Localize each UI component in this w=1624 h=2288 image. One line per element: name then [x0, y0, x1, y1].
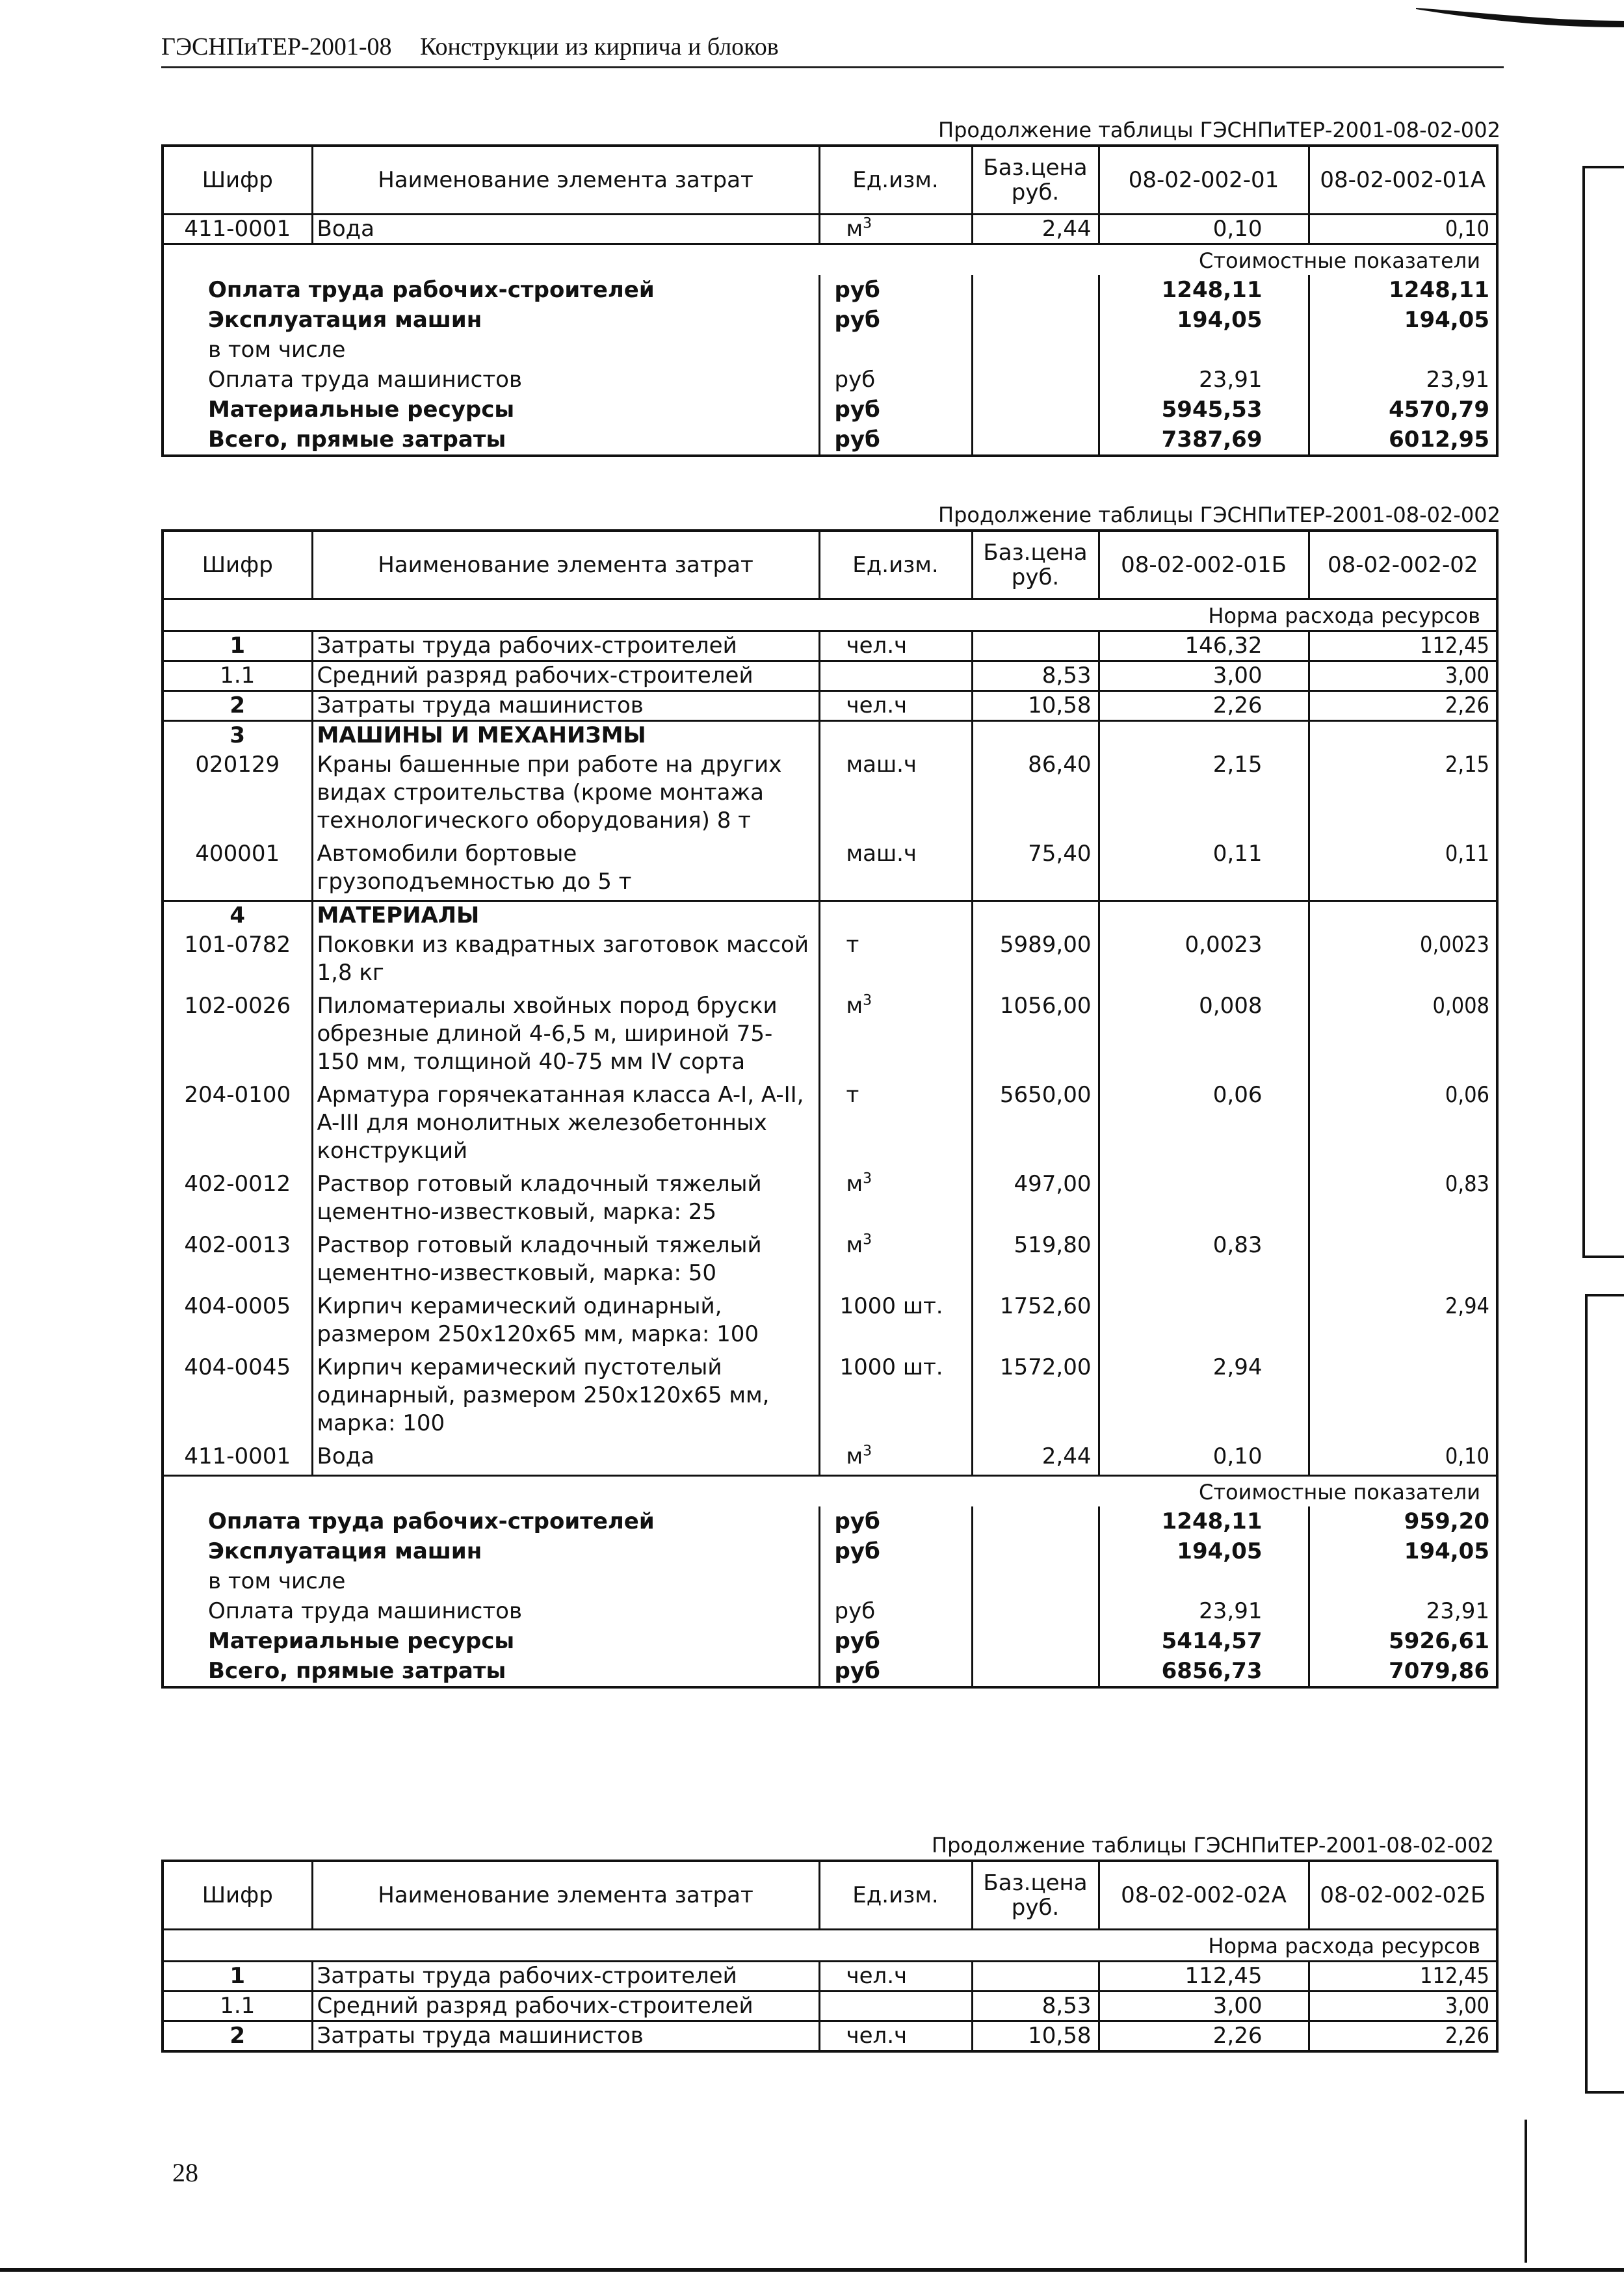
cost-unit: руб — [819, 305, 972, 335]
row-name: МАШИНЫ И МЕХАНИЗМЫ — [312, 721, 819, 750]
row-value-col5: 3,00 — [1099, 1992, 1309, 2021]
cost-row — [163, 275, 1497, 305]
cost-label: Оплата труда рабочих-строителей — [163, 275, 819, 305]
col-unit-header: Ед.изм. — [819, 146, 972, 215]
row-value-col6 — [1309, 721, 1497, 750]
row-code: 3 — [163, 721, 312, 750]
cost-row — [163, 1506, 1497, 1536]
row-unit: $м^3$ — [819, 1441, 972, 1476]
cost-value-col5: 23,91 — [1099, 365, 1309, 395]
row-value-col6: 0,0023 — [1420, 932, 1489, 958]
cost-unit: руб — [819, 275, 972, 305]
row-value-col5: 2,26 — [1099, 691, 1309, 721]
row-code: 402-0012 — [163, 1169, 312, 1230]
row-price — [972, 1962, 1099, 1992]
table-row — [163, 661, 1497, 691]
row-price: 8,53 — [972, 1992, 1099, 2021]
col-price-header: Баз.цена руб. — [972, 1861, 1099, 1930]
row-price: 8,53 — [972, 661, 1099, 691]
row-value-col5: 0,11 — [1099, 839, 1309, 901]
cost-empty-cell — [972, 365, 1099, 395]
col-unit-header: Ед.изм. — [819, 1861, 972, 1930]
cost-value-col6: 5926,61 — [1389, 1628, 1489, 1654]
row-value-col5: 2,26 — [1099, 2021, 1309, 2052]
cost-row — [163, 395, 1497, 425]
col-unit-header: Ед.изм. — [819, 531, 972, 599]
cost-row — [163, 335, 1497, 365]
scan-mark-decoration — [1409, 1, 1624, 35]
cost-empty-cell — [972, 275, 1099, 305]
cost-empty-cell — [972, 1506, 1099, 1536]
cost-empty-cell — [972, 1596, 1099, 1626]
row-name: Автомобили бортовые грузоподъемностью до 5 т — [312, 839, 819, 901]
row-name: МАТЕРИАЛЫ — [312, 901, 819, 930]
row-value-col5: 2,94 — [1099, 1352, 1309, 1441]
row-unit: $м^3$ — [819, 1169, 972, 1230]
row-price: 86,40 — [972, 750, 1099, 839]
cost-empty-cell — [972, 395, 1099, 425]
table2-caption: Продолжение таблицы ГЭСНПиТЕР-2001-08-02-002 — [938, 503, 1500, 527]
section-header-row — [163, 599, 1497, 631]
row-value-col5 — [1099, 721, 1309, 750]
table-row — [163, 1169, 1497, 1230]
cost-label: Всего, прямые затраты — [163, 1656, 819, 1687]
col-name-header: Наименование элемента затрат — [312, 531, 819, 599]
row-value-col6: 0,11 — [1445, 841, 1489, 867]
col5-header: 08-02-002-02А — [1099, 1861, 1309, 1930]
cost-empty-cell — [972, 1536, 1099, 1566]
table2-header-row — [163, 531, 1497, 599]
row-code: 1 — [163, 1962, 312, 1992]
row-code: 400001 — [163, 839, 312, 901]
cost-unit — [819, 335, 972, 365]
right-edge-mark — [1585, 1294, 1588, 2094]
row-value-col5: 0,008 — [1099, 991, 1309, 1080]
row-unit: чел.ч — [819, 691, 972, 721]
row-price: 5650,00 — [972, 1080, 1099, 1169]
cost-value-col5: 194,05 — [1099, 1536, 1309, 1566]
cost-value-col5: 23,91 — [1099, 1596, 1309, 1626]
row-code: 2 — [163, 691, 312, 721]
row-value-col6: 2,26 — [1309, 691, 1497, 721]
row-code: 2 — [163, 2021, 312, 2052]
table-row — [163, 930, 1497, 991]
cost-row — [163, 1626, 1497, 1656]
row-name: Вода — [312, 1441, 819, 1476]
row-value-col6: 2,26 — [1309, 2021, 1497, 2052]
cost-row — [163, 1566, 1497, 1596]
row-price: 1572,00 — [972, 1352, 1099, 1441]
row-unit — [819, 721, 972, 750]
cost-value-col6: 1248,11 — [1389, 277, 1489, 303]
cost-empty-cell — [972, 335, 1099, 365]
cost-row — [163, 1536, 1497, 1566]
table1 — [161, 144, 1499, 457]
row-code: 1.1 — [163, 661, 312, 691]
cost-value-col5 — [1099, 335, 1309, 365]
row-unit: 1000 шт. — [819, 1352, 972, 1441]
col6-header: 08-02-002-02 — [1309, 531, 1497, 599]
row-name: Раствор готовый кладочный тяжелый цементно-известковый, марка: 25 — [312, 1169, 819, 1230]
row-code: 411-0001 — [163, 215, 312, 244]
cost-value-col5: 6856,73 — [1099, 1656, 1309, 1687]
row-price — [972, 901, 1099, 930]
cost-value-col6: 194,05 — [1404, 1538, 1489, 1564]
row-name: Средний разряд рабочих-строителей — [312, 1992, 819, 2021]
cost-label: Оплата труда рабочих-строителей — [163, 1506, 819, 1536]
table-row — [163, 1080, 1497, 1169]
row-price: 2,44 — [972, 215, 1099, 244]
col-price-header: Баз.цена руб. — [972, 531, 1099, 599]
cost-value-col5 — [1099, 1566, 1309, 1596]
cost-unit: руб — [819, 1506, 972, 1536]
col-code-header: Шифр — [163, 146, 312, 215]
right-edge-mark — [1585, 2091, 1624, 2094]
col-code-header: Шифр — [163, 1861, 312, 1930]
col-name-header: Наименование элемента затрат — [312, 146, 819, 215]
row-value-col5: 0,06 — [1099, 1080, 1309, 1169]
row-value-col6: 112,45 — [1309, 631, 1497, 661]
cost-value-col5: 7387,69 — [1099, 425, 1309, 456]
cost-value-col6 — [1309, 335, 1497, 365]
cost-unit: руб — [819, 1656, 972, 1687]
cost-empty-cell — [972, 305, 1099, 335]
row-value-col6: 2,15 — [1445, 752, 1489, 778]
row-name: Средний разряд рабочих-строителей — [312, 661, 819, 691]
row-value-col5: 0,10 — [1099, 215, 1309, 244]
row-price — [972, 721, 1099, 750]
row-unit — [819, 901, 972, 930]
row-value-col6: 0,10 — [1445, 1443, 1489, 1469]
row-value-col6: 3,00 — [1309, 661, 1497, 691]
cost-row — [163, 1656, 1497, 1687]
cost-unit: руб — [819, 425, 972, 456]
row-price: 10,58 — [972, 2021, 1099, 2052]
cost-row — [163, 305, 1497, 335]
row-code: 204-0100 — [163, 1080, 312, 1169]
section-header-row — [163, 1930, 1497, 1962]
row-value-col5: 112,45 — [1099, 1962, 1309, 1992]
document-code: ГЭСНПиТЕР-2001-08 — [161, 33, 392, 60]
cost-empty-cell — [972, 1566, 1099, 1596]
cost-value-col6: 23,91 — [1426, 1598, 1489, 1624]
row-value-col5: 2,15 — [1099, 750, 1309, 839]
cost-value-col5: 1248,11 — [1099, 1506, 1309, 1536]
row-name: Кирпич керамический одинарный, размером 250x120x65 мм, марка: 100 — [312, 1291, 819, 1352]
row-price: 519,80 — [972, 1230, 1099, 1291]
row-unit: т — [819, 930, 972, 991]
cost-value-col6: 23,91 — [1426, 367, 1489, 393]
row-value-col6: 2,94 — [1445, 1293, 1489, 1319]
row-price: 1752,60 — [972, 1291, 1099, 1352]
row-price: 10,58 — [972, 691, 1099, 721]
cost-label: Оплата труда машинистов — [163, 1596, 819, 1626]
table-row — [163, 2021, 1497, 2052]
row-unit: чел.ч — [819, 631, 972, 661]
table-row — [163, 1352, 1497, 1441]
section-header-row — [163, 244, 1497, 276]
cost-label: Всего, прямые затраты — [163, 425, 819, 456]
row-price: 2,44 — [972, 1441, 1099, 1476]
table-row — [163, 750, 1497, 839]
table1-caption: Продолжение таблицы ГЭСНПиТЕР-2001-08-02-002 — [938, 118, 1500, 142]
row-unit: т — [819, 1080, 972, 1169]
right-edge-mark — [1585, 1294, 1624, 1296]
row-code: 101-0782 — [163, 930, 312, 991]
row-name: Затраты труда машинистов — [312, 2021, 819, 2052]
row-unit — [819, 661, 972, 691]
row-name: Поковки из квадратных заготовок массой 1,8 кг — [312, 930, 819, 991]
right-edge-mark — [1525, 2120, 1527, 2263]
row-name: Краны башенные при работе на других видах строительства (кроме монтажа технологического оборудования) 8 т — [312, 750, 819, 839]
section-label: Норма расхода ресурсов — [163, 599, 1497, 631]
row-unit — [819, 1992, 972, 2021]
document-title: Конструкции из кирпича и блоков — [420, 33, 779, 60]
cost-empty-cell — [972, 1626, 1099, 1656]
col-code-header: Шифр — [163, 531, 312, 599]
table-row — [163, 1992, 1497, 2021]
col-name-header: Наименование элемента затрат — [312, 1861, 819, 1930]
row-value-col5: 0,10 — [1099, 1441, 1309, 1476]
section-label: Стоимостные показатели — [163, 244, 1497, 276]
cost-value-col6: 6012,95 — [1389, 427, 1489, 453]
col6-header: 08-02-002-02Б — [1309, 1861, 1497, 1930]
table-row — [163, 721, 1497, 750]
cost-label: в том числе — [163, 335, 819, 365]
page-header — [161, 33, 1504, 68]
right-edge-mark — [1582, 166, 1585, 1258]
row-value-col6: 3,00 — [1309, 1992, 1497, 2021]
row-code: 4 — [163, 901, 312, 930]
row-unit: $м^3$ — [819, 991, 972, 1080]
row-value-col5: 0,0023 — [1099, 930, 1309, 991]
table-row — [163, 215, 1497, 244]
col5-header: 08-02-002-01 — [1099, 146, 1309, 215]
row-price: 75,40 — [972, 839, 1099, 901]
cost-row — [163, 1596, 1497, 1626]
table-row — [163, 1962, 1497, 1992]
table-row — [163, 1291, 1497, 1352]
row-code: 411-0001 — [163, 1441, 312, 1476]
table-row — [163, 631, 1497, 661]
row-name: Пиломатериалы хвойных пород бруски обрезные длиной 4-6,5 м, шириной 75-150 мм, толщиной 40-75 мм IV сорта — [312, 991, 819, 1080]
cost-value-col5: 194,05 — [1099, 305, 1309, 335]
row-value-col6: 0,83 — [1445, 1171, 1489, 1197]
cost-unit: руб — [819, 1596, 972, 1626]
row-price: 5989,00 — [972, 930, 1099, 991]
table3-caption: Продолжение таблицы ГЭСНПиТЕР-2001-08-02-002 — [932, 1833, 1494, 1858]
cost-empty-cell — [972, 425, 1099, 456]
row-unit: 1000 шт. — [819, 1291, 972, 1352]
row-code: 402-0013 — [163, 1230, 312, 1291]
row-value-col5: 3,00 — [1099, 661, 1309, 691]
cost-empty-cell — [972, 1656, 1099, 1687]
cost-unit: руб — [819, 1626, 972, 1656]
cost-label: Оплата труда машинистов — [163, 365, 819, 395]
cost-value-col6: 959,20 — [1404, 1508, 1489, 1534]
row-value-col6: 0,008 — [1432, 993, 1489, 1019]
row-price — [972, 631, 1099, 661]
right-edge-mark — [1582, 1256, 1624, 1258]
row-value-col6: 112,45 — [1309, 1962, 1497, 1992]
row-name: Вода — [312, 215, 819, 244]
row-code: 1 — [163, 631, 312, 661]
cost-value-col6: 7079,86 — [1389, 1658, 1489, 1684]
row-value-col6 — [1309, 1352, 1497, 1441]
row-value-col6 — [1309, 1230, 1497, 1291]
row-unit: $м^3$ — [819, 215, 972, 244]
cost-value-col5: 5945,53 — [1099, 395, 1309, 425]
row-name: Арматура горячекатанная класса A-I, A-II, A-III для монолитных железобетонных конструкций — [312, 1080, 819, 1169]
row-code: 102-0026 — [163, 991, 312, 1080]
cost-unit: руб — [819, 365, 972, 395]
table3 — [161, 1860, 1499, 2053]
section-header-row — [163, 1476, 1497, 1507]
section-label: Стоимостные показатели — [163, 1476, 1497, 1507]
cost-value-col5: 5414,57 — [1099, 1626, 1309, 1656]
cost-row — [163, 425, 1497, 456]
table-row — [163, 1230, 1497, 1291]
col5-header: 08-02-002-01Б — [1099, 531, 1309, 599]
table-row — [163, 839, 1497, 901]
cost-label: в том числе — [163, 1566, 819, 1596]
cost-value-col6 — [1309, 1566, 1497, 1596]
row-name: Затраты труда рабочих-строителей — [312, 1962, 819, 1992]
row-value-col5 — [1099, 901, 1309, 930]
col6-header: 08-02-002-01А — [1309, 146, 1497, 215]
section-label: Норма расхода ресурсов — [163, 1930, 1497, 1962]
table-row — [163, 901, 1497, 930]
cost-unit — [819, 1566, 972, 1596]
table3-header-row — [163, 1861, 1497, 1930]
table-row — [163, 691, 1497, 721]
row-unit: маш.ч — [819, 750, 972, 839]
row-code: 020129 — [163, 750, 312, 839]
row-unit: чел.ч — [819, 1962, 972, 1992]
cost-value-col6: 4570,79 — [1389, 397, 1489, 423]
row-code: 404-0045 — [163, 1352, 312, 1441]
row-name: Раствор готовый кладочный тяжелый цементно-известковый, марка: 50 — [312, 1230, 819, 1291]
cost-label: Эксплуатация машин — [163, 1536, 819, 1566]
table-row — [163, 991, 1497, 1080]
row-name: Кирпич керамический пустотелый одинарный, размером 250x120x65 мм, марка: 100 — [312, 1352, 819, 1441]
cost-value-col6: 194,05 — [1404, 307, 1489, 333]
row-value-col5 — [1099, 1291, 1309, 1352]
cost-label: Материальные ресурсы — [163, 1626, 819, 1656]
row-value-col6: 0,10 — [1445, 216, 1489, 242]
bottom-edge-mark — [0, 2268, 1624, 2272]
row-unit: чел.ч — [819, 2021, 972, 2052]
table-row — [163, 1441, 1497, 1476]
row-value-col6: 0,06 — [1445, 1082, 1489, 1108]
cost-row — [163, 365, 1497, 395]
row-name: Затраты труда рабочих-строителей — [312, 631, 819, 661]
row-value-col6 — [1309, 901, 1497, 930]
row-value-col5: 0,83 — [1099, 1230, 1309, 1291]
row-price: 497,00 — [972, 1169, 1099, 1230]
cost-value-col5: 1248,11 — [1099, 275, 1309, 305]
cost-unit: руб — [819, 395, 972, 425]
table1-header-row — [163, 146, 1497, 215]
row-code: 404-0005 — [163, 1291, 312, 1352]
row-price: 1056,00 — [972, 991, 1099, 1080]
row-unit: $м^3$ — [819, 1230, 972, 1291]
table2 — [161, 529, 1499, 1689]
row-value-col5: 146,32 — [1099, 631, 1309, 661]
cost-unit: руб — [819, 1536, 972, 1566]
cost-label: Эксплуатация машин — [163, 305, 819, 335]
col-price-header: Баз.цена руб. — [972, 146, 1099, 215]
page-number: 28 — [172, 2158, 198, 2187]
row-unit: маш.ч — [819, 839, 972, 901]
right-edge-mark — [1582, 166, 1624, 168]
cost-label: Материальные ресурсы — [163, 395, 819, 425]
row-code: 1.1 — [163, 1992, 312, 2021]
row-name: Затраты труда машинистов — [312, 691, 819, 721]
row-value-col5 — [1099, 1169, 1309, 1230]
